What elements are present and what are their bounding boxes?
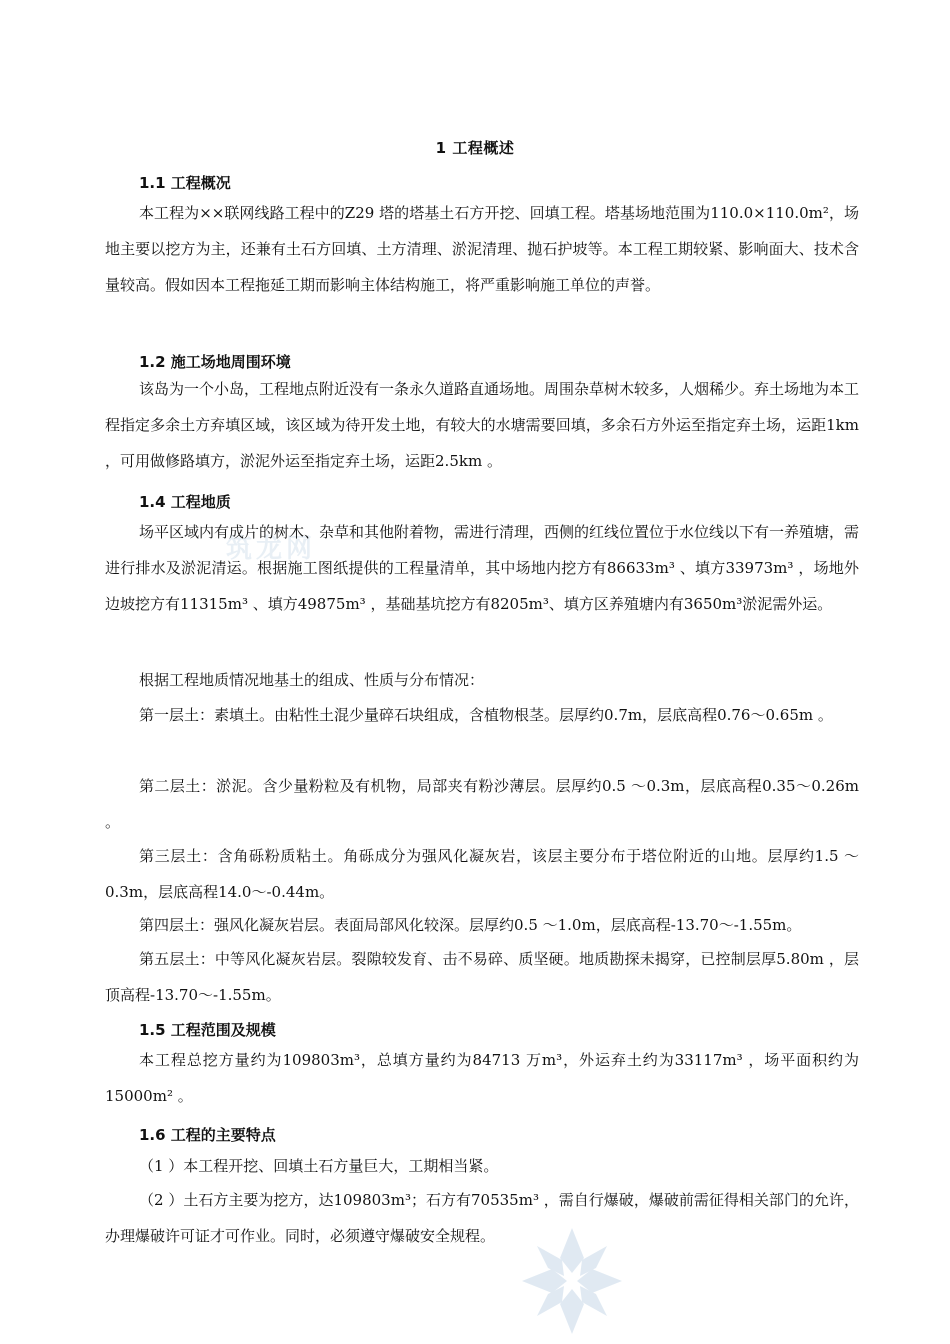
paragraph: （1 ）本工程开挖、回填土石方量巨大，工期相当紧。: [139, 1157, 499, 1175]
paragraph: 第二层土：淤泥。含少量粉粒及有机物，局部夹有粉沙薄层。层厚约0.5 ～0.3m，层底高程0.35～0.26m 。: [105, 777, 859, 831]
section-heading-1-6: 1.6 工程的主要特点: [139, 1126, 276, 1144]
paragraph: 第一层土：素填土。由粘性土混少量碎石块组成，含植物根茎。层厚约0.7m，层底高程0.76～0.65m 。: [139, 706, 833, 724]
section-heading-1-1: 1.1 工程概况: [139, 174, 231, 192]
paragraph: 第四层土：强风化凝灰岩层。表面局部风化较深。层厚约0.5 ～1.0m，层底高程-13.70～-1.55m。: [139, 916, 802, 934]
watermark-logo-icon: [512, 1218, 632, 1344]
section-heading-1-4: 1.4 工程地质: [139, 493, 231, 511]
paragraph: 第五层土：中等风化凝灰岩层。裂隙较发育、击不易碎、质坚硬。地质勘探未揭穿，已控制层厚5.80m ，层顶高程-13.70～-1.55m。: [105, 950, 859, 1004]
paragraph: 场平区域内有成片的树木、杂草和其他附着物，需进行清理，西侧的红线位置位于水位线以下有一养殖塘，需进行排水及淤泥清运。根据施工图纸提供的工程量清单，其中场地内挖方有86633m³ 、填方33973m³ ，场地外边坡挖方有11315m³ 、填方49875m³ ，基础基坑挖方有8205m³、填方区养殖塘内有3650m³淤泥需外运。: [105, 523, 860, 613]
page-title: 1 工程概述: [435, 139, 515, 157]
paragraph: 本工程为××联网线路工程中的Z29 塔的塔基土石方开挖、回填工程。塔基场地范围为110.0×110.0m²，场地主要以挖方为主，还兼有土石方回填、土方清理、淤泥清理、抛石护坡等。本工程工期较紧、影响面大、技术含量较高。假如因本工程拖延工期而影响主体结构施工，将严重影响施工单位的声誉。: [105, 204, 859, 294]
watermark: 筑龙网: [226, 534, 317, 564]
paragraph: 本工程总挖方量约为109803m³，总填方量约为84713 万m³，外运弃土约为33117m³ ，场平面积约为15000m² 。: [105, 1051, 859, 1105]
paragraph: 根据工程地质情况地基土的组成、性质与分布情况：: [139, 671, 485, 689]
section-heading-1-2: 1.2 施工场地周围环境: [139, 353, 291, 371]
paragraph: （2 ）土石方主要为挖方，达109803m³；石方有70535m³ ，需自行爆破，爆破前需征得相关部门的允许，办理爆破许可证才可作业。同时，必须遵守爆破安全规程。: [105, 1191, 859, 1245]
paragraph: 该岛为一个小岛，工程地点附近没有一条永久道路直通场地。周围杂草树木较多，人烟稀少。弃土场地为本工程指定多余土方弃填区域，该区域为待开发土地，有较大的水塘需要回填，多余石方外运至指定弃土场，运距1km ，可用做修路填方，淤泥外运至指定弃土场，运距2.5km 。: [105, 380, 860, 470]
section-heading-1-5: 1.5 工程范围及规模: [139, 1021, 276, 1039]
paragraph: 第三层土：含角砾粉质粘土。角砾成分为强风化凝灰岩，该层主要分布于塔位附近的山地。层厚约1.5 ～0.3m，层底高程14.0～-0.44m。: [105, 847, 859, 901]
